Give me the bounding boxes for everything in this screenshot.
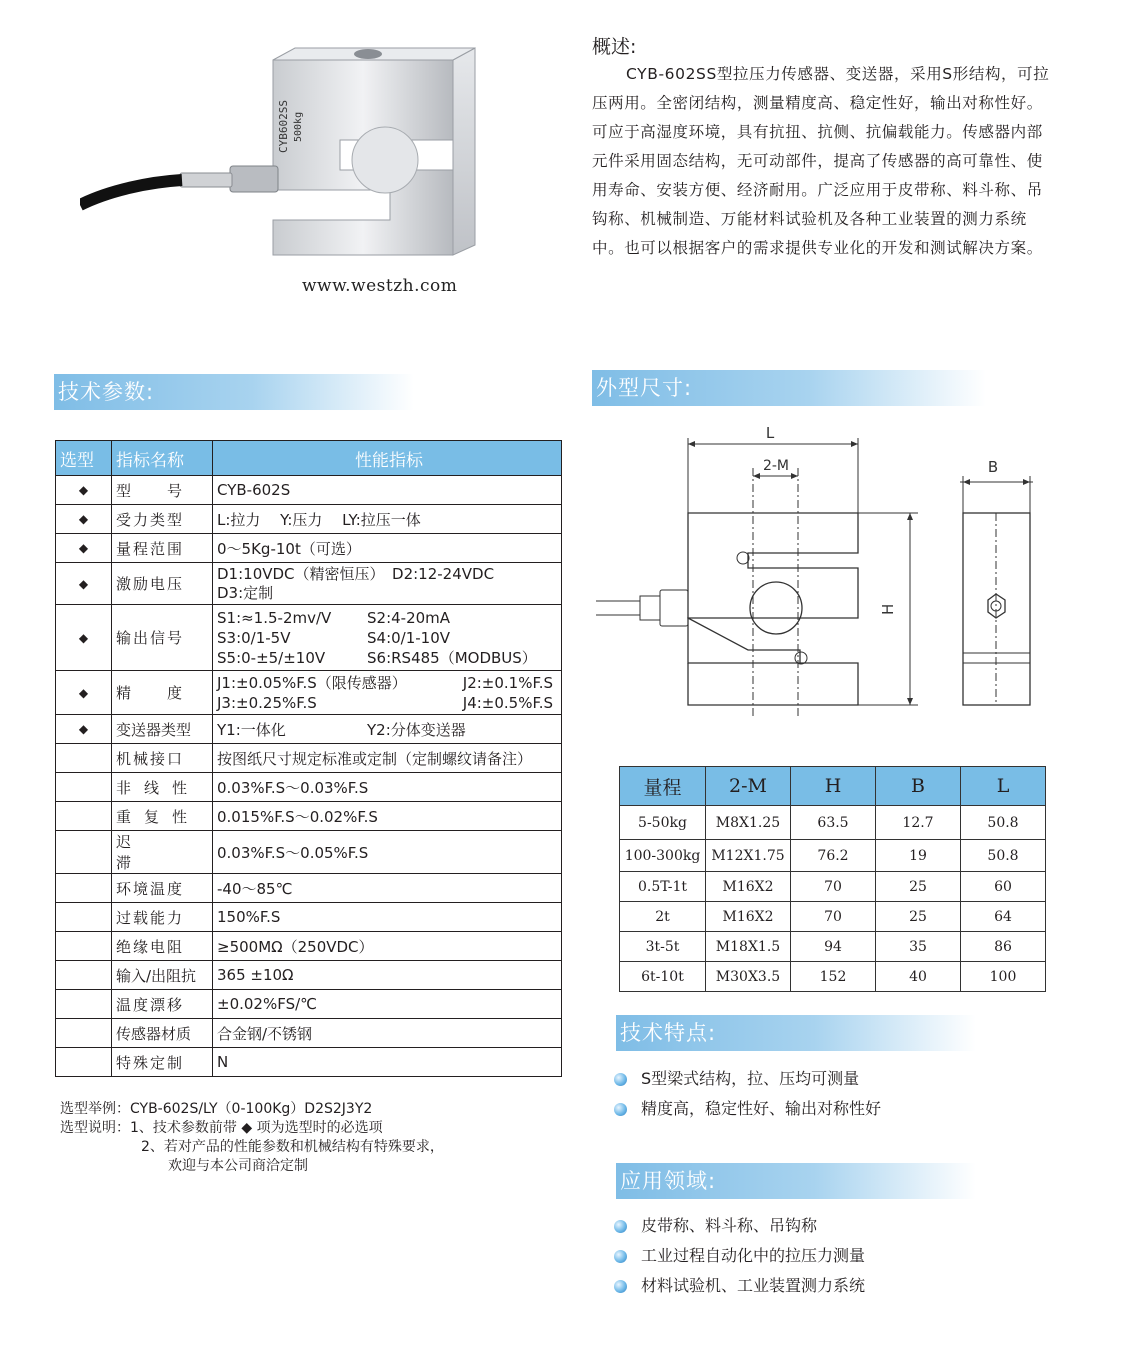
spec-value: 150%F.S	[213, 903, 562, 932]
dim-header-row	[620, 767, 1046, 806]
dim-label-h: H	[879, 603, 897, 615]
bullet-icon	[614, 1220, 627, 1233]
watermark: www.westzh.com	[302, 276, 458, 296]
spec-name: 变送器类型	[112, 715, 213, 744]
spec-name: 绝缘电阻	[112, 932, 213, 961]
dim-cell: 0.5T-1t	[620, 872, 706, 902]
dim-label-l: L	[765, 424, 775, 442]
select-cell	[56, 874, 112, 903]
spec-value-part: J3:±0.25%F.S	[217, 693, 317, 712]
spec-name: 量程范围	[112, 534, 213, 563]
spec-row	[56, 990, 562, 1019]
spec-row	[56, 802, 562, 831]
spec-value: L:拉力 Y:压力 LY:拉压一体	[213, 505, 562, 534]
spec-header-name: 指标名称	[112, 441, 213, 476]
photo-engraving-range: 500kg	[293, 111, 304, 142]
list-item	[614, 1064, 881, 1094]
select-cell	[56, 961, 112, 990]
dim-cell: 5-50kg	[620, 806, 706, 840]
bullet-icon	[614, 1250, 627, 1263]
spec-row	[56, 874, 562, 903]
dim-cell: 63.5	[791, 806, 876, 840]
list-item	[614, 1241, 865, 1271]
dim-label-m: 2-M	[762, 458, 790, 474]
spec-row	[56, 744, 562, 773]
dim-cell: 3t-5t	[620, 932, 706, 962]
spec-row	[56, 903, 562, 932]
dim-cell: 40	[876, 962, 961, 992]
feature-text: 精度高，稳定性好、输出对称性好	[641, 1099, 882, 1118]
dim-cell: M8X1.25	[706, 806, 791, 840]
spec-value	[213, 563, 562, 605]
dim-cell: 2t	[620, 902, 706, 932]
spec-value-part: Y1:一体化	[217, 720, 286, 739]
spec-name: 受力类型	[112, 505, 213, 534]
application-list	[614, 1211, 865, 1301]
dim-header: 量程	[620, 767, 706, 806]
dim-cell: 50.8	[961, 806, 1046, 840]
dim-row	[620, 902, 1046, 932]
spec-value-line: D3:定制	[217, 583, 274, 602]
dimension-drawing	[588, 418, 1068, 718]
spec-value-part: S1:≈1.5-2mv/V	[217, 608, 332, 627]
section-applications: 应用领域:	[616, 1163, 976, 1199]
spec-value: 0.03%F.S～0.03%F.S	[213, 773, 562, 802]
spec-value-part: J4:±0.5%F.S	[462, 693, 553, 712]
spec-name: 迟滞	[112, 831, 213, 874]
spec-value: 365 ±10Ω	[213, 961, 562, 990]
dimension-table	[619, 766, 1046, 992]
feature-text: S型梁式结构，拉、压均可测量	[641, 1069, 860, 1088]
dim-cell: 94	[791, 932, 876, 962]
overview-body: CYB-602SS型拉压力传感器、变送器，采用S形结构，可拉压两用。全密闭结构，测量精度高、稳定性好，输出对称性好。可应于高湿度环境，具有抗扭、抗侧、抗偏载能力。传感器内部元件采用固态结构，无可动部件，提高了传感器的高可靠性、使用寿命、安装方便、经济耐用。广泛应用于皮带称、料斗称、吊钩称、机械制造、万能材料试验机及各种工业装置的测力系统中。也可以根据客户的需求提供专业化的开发和测试解决方案。	[592, 65, 1050, 257]
spec-row	[56, 476, 562, 505]
dim-cell: 70	[791, 902, 876, 932]
select-cell	[56, 1019, 112, 1048]
dim-header: L	[961, 767, 1046, 806]
spec-value: ≥500MΩ（250VDC）	[213, 932, 562, 961]
spec-name: 重复性	[112, 802, 213, 831]
required-marker: ◆	[56, 534, 112, 563]
spec-row	[56, 1019, 562, 1048]
spec-value-part: S4:0/1-10V	[367, 628, 451, 647]
application-text: 皮带称、料斗称、吊钩称	[641, 1216, 818, 1235]
dim-row	[620, 872, 1046, 902]
dim-cell: 70	[791, 872, 876, 902]
spec-value: ±0.02%FS/℃	[213, 990, 562, 1019]
required-marker: ◆	[56, 671, 112, 715]
selection-desc-1: 选型说明：1、技术参数前带 ◆ 项为选型时的必选项	[60, 1120, 383, 1136]
dim-cell: 100-300kg	[620, 840, 706, 872]
dim-cell: 19	[876, 840, 961, 872]
photo-engraving-model: CYB602SS	[277, 100, 290, 153]
dim-cell: 86	[961, 932, 1046, 962]
spec-name: 环境温度	[112, 874, 213, 903]
required-marker: ◆	[56, 563, 112, 605]
spec-table	[55, 440, 562, 1077]
dim-cell: 76.2	[791, 840, 876, 872]
dim-cell: 25	[876, 902, 961, 932]
select-cell	[56, 831, 112, 874]
spec-row	[56, 932, 562, 961]
spec-value-part: S2:4-20mA	[367, 608, 451, 627]
spec-value: 按图纸尺寸规定标准或定制（定制螺纹请备注）	[213, 744, 562, 773]
spec-value	[213, 715, 562, 744]
bullet-icon	[614, 1073, 627, 1086]
spec-name: 输出信号	[112, 605, 213, 671]
spec-value-part: S6:RS485（MODBUS）	[367, 648, 537, 667]
spec-header-row	[56, 441, 562, 476]
dim-cell: M16X2	[706, 872, 791, 902]
selection-example: 选型举例：CYB-602S/LY（0-100Kg）D2S2J3Y2	[60, 1101, 373, 1117]
spec-name: 过载能力	[112, 903, 213, 932]
required-marker: ◆	[56, 476, 112, 505]
dim-cell: 35	[876, 932, 961, 962]
required-marker: ◆	[56, 505, 112, 534]
dim-row	[620, 962, 1046, 992]
spec-row	[56, 961, 562, 990]
spec-value: 0～5Kg-10t（可选）	[213, 534, 562, 563]
spec-row	[56, 563, 562, 605]
feature-list	[614, 1064, 881, 1124]
spec-name: 型 号	[112, 476, 213, 505]
dim-cell: 60	[961, 872, 1046, 902]
spec-name	[112, 671, 213, 715]
spec-row	[56, 831, 562, 874]
dim-header: B	[876, 767, 961, 806]
dim-cell: M30X3.5	[706, 962, 791, 992]
select-cell	[56, 903, 112, 932]
spec-value: 合金钢/不锈钢	[213, 1019, 562, 1048]
spec-name-text: 精 度	[116, 684, 185, 702]
dim-row	[620, 840, 1046, 872]
spec-row	[56, 505, 562, 534]
dim-cell: M18X1.5	[706, 932, 791, 962]
section-features: 技术特点:	[616, 1015, 976, 1051]
application-text: 工业过程自动化中的拉压力测量	[641, 1246, 866, 1265]
dim-header: H	[791, 767, 876, 806]
list-item	[614, 1271, 865, 1301]
spec-row	[56, 605, 562, 671]
spec-row	[56, 773, 562, 802]
spec-value-part: Y2:分体变送器	[367, 720, 466, 739]
section-spec: 技术参数:	[54, 374, 414, 410]
application-text: 材料试验机、工业装置测力系统	[641, 1276, 866, 1295]
dim-header: 2-M	[706, 767, 791, 806]
required-marker: ◆	[56, 715, 112, 744]
spec-header-select: 选型	[56, 441, 112, 476]
spec-row	[56, 671, 562, 715]
spec-value: 0.015%F.S～0.02%F.S	[213, 802, 562, 831]
spec-name: 温度漂移	[112, 990, 213, 1019]
spec-value: -40～85℃	[213, 874, 562, 903]
spec-name: 特殊定制	[112, 1048, 213, 1077]
dim-cell: 64	[961, 902, 1046, 932]
select-cell	[56, 773, 112, 802]
bullet-icon	[614, 1103, 627, 1116]
list-item	[614, 1211, 865, 1241]
spec-header-value: 性能指标	[213, 441, 562, 476]
select-cell	[56, 744, 112, 773]
bullet-icon	[614, 1280, 627, 1293]
section-dimensions: 外型尺寸:	[592, 370, 986, 406]
list-item	[614, 1094, 881, 1124]
spec-value-part: J1:±0.05%F.S（限传感器）	[217, 673, 407, 692]
dim-cell: 50.8	[961, 840, 1046, 872]
select-cell	[56, 1048, 112, 1077]
select-cell	[56, 932, 112, 961]
spec-row	[56, 1048, 562, 1077]
spec-value: N	[213, 1048, 562, 1077]
spec-name: 输入/出阻抗	[112, 961, 213, 990]
spec-row	[56, 715, 562, 744]
required-marker: ◆	[56, 605, 112, 671]
dim-row	[620, 806, 1046, 840]
spec-value	[213, 671, 562, 715]
spec-value	[213, 605, 562, 671]
overview-title: 概述:	[592, 36, 637, 58]
spec-row	[56, 534, 562, 563]
selection-notes	[60, 1100, 444, 1176]
spec-name: 激励电压	[112, 563, 213, 605]
dim-cell: 6t-10t	[620, 962, 706, 992]
spec-value-part: S3:0/1-5V	[217, 628, 291, 647]
spec-name: 传感器材质	[112, 1019, 213, 1048]
select-cell	[56, 990, 112, 1019]
selection-desc-2: 2、若对产品的性能参数和机械结构有特殊要求，	[141, 1139, 444, 1155]
spec-value: CYB-602S	[213, 476, 562, 505]
spec-value: 0.03%F.S～0.05%F.S	[213, 831, 562, 874]
dim-cell: 25	[876, 872, 961, 902]
select-cell	[56, 802, 112, 831]
dim-row	[620, 932, 1046, 962]
dim-cell: M16X2	[706, 902, 791, 932]
spec-value-part: S5:0-±5/±10V	[217, 648, 326, 667]
dim-label-b: B	[987, 458, 999, 476]
dim-cell: 100	[961, 962, 1046, 992]
dim-cell: 152	[791, 962, 876, 992]
product-photo	[80, 40, 500, 310]
spec-name: 非线性	[112, 773, 213, 802]
spec-value-part: J2:±0.1%F.S	[462, 673, 553, 692]
dim-cell: M12X1.75	[706, 840, 791, 872]
selection-desc-3: 欢迎与本公司商洽定制	[168, 1158, 308, 1174]
spec-name: 机械接口	[112, 744, 213, 773]
dim-cell: 12.7	[876, 806, 961, 840]
spec-value-line: D1:10VDC（精密恒压） D2:12-24VDC	[217, 564, 495, 583]
